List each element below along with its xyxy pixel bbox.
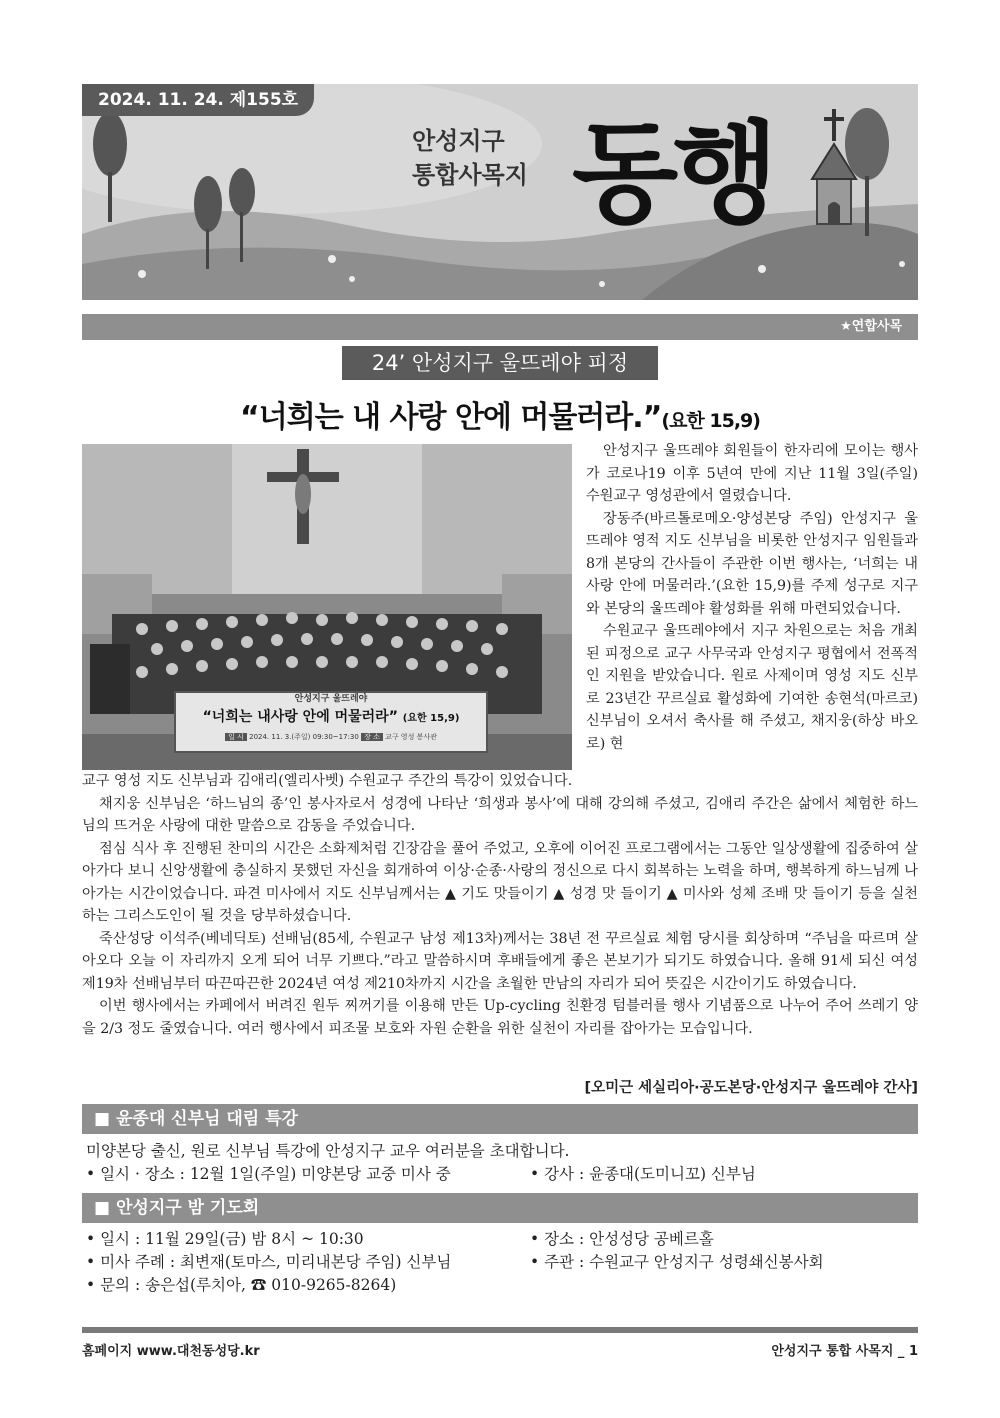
article-byline: [오미근 세실리아·공도본당·안성지구 울뜨레야 간사] xyxy=(584,1080,918,1096)
headline-reference: (요한 15,9) xyxy=(661,410,760,432)
footer-rule xyxy=(82,1327,918,1333)
masthead-subtitle-line1: 안성지구 xyxy=(412,127,505,155)
prayer-host: • 주관 : 수원교구 안성지구 성령쇄신봉사회 xyxy=(530,1253,824,1271)
photo-banner-details xyxy=(176,730,486,744)
masthead-logo: 동행 xyxy=(572,109,773,238)
masthead-illustration xyxy=(82,84,918,300)
photo-banner-quote: “너희는 내사랑 안에 머물러라” xyxy=(202,709,398,725)
headline-quote: “너희는 내 사랑 안에 머물러라.” xyxy=(240,400,662,435)
article-column-right xyxy=(586,440,918,755)
photo-banner xyxy=(174,691,488,753)
photo-banner-main xyxy=(176,706,486,730)
footer-page-number: 안성지구 통합 사목지 _ 1 xyxy=(771,1344,918,1359)
article-paragraph: 이번 행사에서는 카페에서 버려진 원두 찌꺼기를 이용해 만든 Up-cycling 친환경 텀블러를 행사 기념품으로 나누어 주어 쓰레기 양을 2/3 정도 줄였습니다. 여러 행사에서 피조물 보호와 자원 순환을 위한 실천이 자리를 잡아가는 모습입니다. xyxy=(82,998,918,1037)
prayer-date: • 일시 : 11월 29일(금) 밤 8시 ~ 10:30 xyxy=(86,1230,364,1248)
prayer-heading: ■ 안성지구 밤 기도회 xyxy=(82,1193,918,1223)
article-column-full xyxy=(82,770,918,1040)
photo-banner-place: 교구 영성 봉사관 xyxy=(385,733,437,741)
article-paragraph: 죽산성당 이석주(베네딕토) 선배님(85세, 수원교구 남성 제13차)께서는 38년 전 꾸르실료 체험 당시를 회상하며 “주님을 따르며 살아오다 오늘 이 자리까지 오게 되어 너무 기쁘다.”라고 말씀하시며 후배들에게 좋은 본보기가 되기도 하였습니다. 올해 91세 되신 여성 제19차 선배님부터 따끈따끈한 2024년 여성 제210차까지 시간을 초월한 만남의 자리가 되어 뜻깊은 시간이기도 하였습니다. xyxy=(82,930,918,992)
photo-banner-ref: (요한 15,9) xyxy=(402,713,460,724)
article-paragraph: 수원교구 울뜨레야에서 지구 차원으로는 처음 개최된 피정으로 교구 사무국과 안성지구 평협에서 전폭적인 지원을 받았습니다. 원로 사제이며 영성 지도 신부로 23년간 꾸르실료 활성화에 기여한 송현석(마르코) 신부님이 오셔서 축사를 해 주셨고, 채지웅(하상 바오로) 현 xyxy=(586,623,918,752)
lecture-intro: 미양본당 출신, 원로 신부님 특강에 안성지구 교우 여러분을 초대합니다. xyxy=(86,1142,570,1160)
prayer-place: • 장소 : 안성성당 공베르홀 xyxy=(530,1230,714,1248)
photo-banner-date-label: 일 시 xyxy=(225,733,247,741)
issue-date: 2024. 11. 24. 제155호 xyxy=(82,84,314,116)
article-paragraph: 장동주(바르톨로메오·양성본당 주임) 안성지구 울뜨레야 영적 지도 신부님을 비롯한 안성지구 임원들과 8개 본당의 간사들이 주관한 이번 행사는, ‘너희는 내 사랑 안에 머물러라.’(요한 15,9)를 주제 성구로 지구와 본당의 울뜨레야 활성화를 위해 마련되었습니다. xyxy=(586,510,918,617)
article-paragraph: 교구 영성 지도 신부님과 김애리(엘리사벳) 수원교구 주간의 특강이 있었습니다. xyxy=(82,773,573,789)
photo-banner-place-label: 장 소 xyxy=(361,733,383,741)
prayer-contact: • 문의 : 송은섭(루치아, ☎ 010-9265-8264) xyxy=(86,1276,397,1294)
photo-banner-small: 안성지구 울뜨레야 xyxy=(294,694,368,704)
group-photo xyxy=(82,444,572,770)
article-headline xyxy=(0,392,1000,436)
section-bar xyxy=(82,314,918,340)
masthead-subtitle-line2: 통합사목지 xyxy=(412,161,528,189)
lecture-heading: ■ 윤종대 신부님 대림 특강 xyxy=(82,1104,918,1134)
article-paragraph: 안성지구 울뜨레야 회원들이 한자리에 모이는 행사가 코로나19 이후 5년여 만에 지난 11월 3일(주일) 수원교구 영성관에서 열렸습니다. xyxy=(586,443,918,504)
prayer-celebrant: • 미사 주례 : 최변재(토마스, 미리내본당 주임) 신부님 xyxy=(86,1253,452,1271)
article-paragraph: 점심 식사 후 진행된 찬미의 시간은 소화제처럼 긴장감을 풀어 주었고, 오후에 이어진 프로그램에서는 그동안 일상생활에 집중하여 살아가다 보니 신앙생활에 충실하지 못했던 자신을 회개하여 이상·순종·사랑의 정신으로 다시 회복하는 노력을 하며, 행복하게 하느님께 나아가는 시간이었습니다. 파견 미사에서 지도 신부님께서는 ▲ 기도 맛들이기 ▲ 성경 맛 들이기 ▲ 미사와 성체 조배 맛 들이기 등을 실천하는 그리스도인이 될 것을 당부하셨습니다. xyxy=(82,840,918,924)
lecture-speaker: • 강사 : 윤종대(도미니꼬) 신부님 xyxy=(530,1165,756,1183)
photo-banner-date: 2024. 11. 3.(주일) 09:30~17:30 xyxy=(249,733,359,741)
masthead-subtitle xyxy=(412,124,528,192)
section-label: ★연합사목 xyxy=(840,319,902,334)
footer-homepage-link[interactable]: 홈페이지 www.대천동성당.kr xyxy=(82,1344,260,1359)
masthead-banner xyxy=(82,84,918,300)
article-paragraph: 채지웅 신부님은 ‘하느님의 종’인 봉사자로서 성경에 나타난 ‘희생과 봉사’에 대해 강의해 주셨고, 김애리 주간은 삶에서 체험한 하느님의 뜨거운 사랑에 대한 말씀으로 감동을 주었습니다. xyxy=(82,795,918,834)
lecture-schedule: • 일시 · 장소 : 12월 1일(주일) 미양본당 교중 미사 중 xyxy=(86,1165,451,1183)
article-kicker: 24’ 안성지구 울뜨레야 피정 xyxy=(342,346,658,380)
